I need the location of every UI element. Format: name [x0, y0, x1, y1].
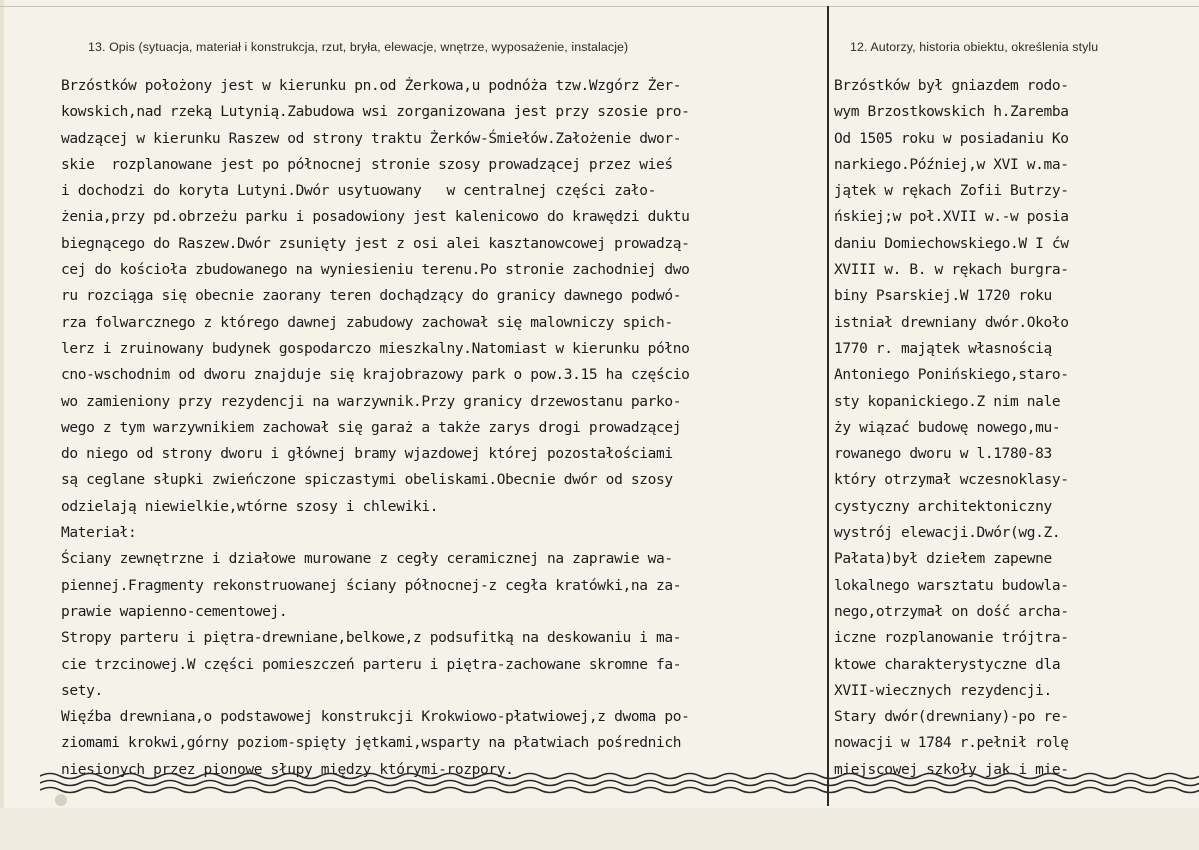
description-line: są ceglane słupki zwieńczone spiczastymi obeliskami.Obecnie dwór od szosy: [61, 472, 673, 489]
history-line: nego,otrzymał on dość archa-: [834, 603, 1069, 620]
history-line: nowacji w 1784 r.pełnił rolę: [834, 735, 1069, 752]
history-line: Brzóstków był gniazdem rodo-: [834, 78, 1069, 94]
description-line: piennej.Fragmenty rekonstruowanej ściany północnej-z cegła kratówki,na za-: [61, 577, 682, 594]
scan-dot: [55, 794, 67, 806]
description-line: ziomami krokwi,górny poziom-spięty jętkami,wsparty na płatwiach pośrednich: [61, 735, 682, 752]
history-line: XVII-wiecznych rezydencji.: [834, 682, 1052, 699]
history-line: XVIII w. B. w rękach burgra-: [834, 262, 1069, 279]
history-line: narkiego.Później,w XVI w.ma-: [834, 156, 1069, 173]
section-13-header: 13. Opis (sytuacja, materiał i konstrukcja, rzut, bryła, elewacje, wnętrze, wyposażenie, instalacje): [88, 40, 629, 54]
section-12-header: 12. Autorzy, historia obiektu, określenia stylu: [850, 40, 1099, 54]
top-rule: [0, 6, 1199, 7]
description-line: ru rozciąga się obecnie zaorany teren dochądzący do granicy dawnego podwó-: [61, 288, 682, 305]
scan-edge: [0, 0, 4, 850]
description-column: [61, 73, 689, 783]
description-line: wego z tym warzywnikiem zachował się garaż a także zarys drogi prowadzącej: [61, 419, 682, 436]
history-line: miejscowej szkoły jak i mie-: [834, 761, 1069, 778]
history-line: Od 1505 roku w posiadaniu Ko: [834, 130, 1069, 147]
history-line: istniał drewniany dwór.Około: [834, 314, 1069, 331]
description-line: kowskich,nad rzeką Lutynią.Zabudowa wsi zorganizowana jest przy szosie pro-: [61, 104, 690, 121]
description-line: Brzóstków położony jest w kierunku pn.od Żerkowa,u podnóża tzw.Wzgórz Żer-: [61, 78, 682, 94]
description-line: Stropy parteru i piętra-drewniane,belkowe,z podsufitką na deskowaniu i ma-: [61, 630, 682, 647]
description-line: cej do kościoła zbudowanego na wyniesieniu terenu.Po stronie zachodniej dwo: [61, 262, 690, 279]
description-line: lerz i zruinowany budynek gospodarczo mieszkalny.Natomiast w kierunku półno: [61, 340, 690, 357]
description-line: Więźba drewniana,o podstawowej konstrukcji Krokwiowo-płatwiowej,z dwoma po-: [61, 709, 690, 726]
history-line: ńskiej;w poł.XVII w.-w posia: [834, 209, 1069, 226]
history-line: Antoniego Ponińskiego,staro-: [834, 367, 1069, 384]
description-line: niesionych przez pionowe słupy między którymi-rozpory.: [61, 761, 514, 778]
description-line: skie rozplanowane jest po północnej stronie szosy prowadzącej przez wieś: [61, 156, 673, 173]
description-line: cno-wschodnim od dworu znajduje się krajobrazowy park o pow.3.15 ha częścio: [61, 367, 690, 384]
history-line: cystyczny architektoniczny: [834, 498, 1052, 515]
history-column: [834, 73, 1069, 783]
description-line: Ściany zewnętrzne i działowe murowane z cegły ceramicznej na zaprawie wa-: [61, 551, 673, 568]
history-line: Pałata)był dziełem zapewne: [834, 551, 1052, 568]
history-line: rowanego dworu w l.1780-83: [834, 446, 1052, 463]
column-divider: [827, 6, 829, 806]
history-line: biny Psarskiej.W 1720 roku: [834, 288, 1052, 305]
history-line: Stary dwór(drewniany)-po re-: [834, 709, 1069, 726]
bottom-band: [0, 808, 1199, 850]
description-line: biegnącego do Raszew.Dwór zsunięty jest z osi alei kasztanowcowej prowadzą-: [61, 235, 690, 252]
description-line: Materiał:: [61, 525, 137, 542]
description-line: wadzącej w kierunku Raszew od strony traktu Żerków-Śmiełów.Założenie dwor-: [61, 130, 682, 147]
history-line: iczne rozplanowanie trójtra-: [834, 630, 1069, 647]
history-line: ży wiązać budowę nowego,mu-: [834, 419, 1061, 436]
history-line: wystrój elewacji.Dwór(wg.Z.: [834, 525, 1061, 542]
history-line: daniu Domiechowskiego.W I ćw: [834, 235, 1069, 252]
description-line: do niego od strony dworu i głównej bramy wjazdowej której pozostałościami: [61, 446, 673, 463]
description-line: odzielają niewielkie,wtórne szosy i chlewiki.: [61, 498, 439, 515]
description-line: wo zamieniony przy rezydencji na warzywnik.Przy granicy drzewostanu parko-: [61, 393, 682, 410]
history-line: ktowe charakterystyczne dla: [834, 656, 1061, 673]
history-line: który otrzymał wczesnoklasy-: [834, 472, 1069, 489]
history-line: sty kopanickiego.Z nim nale: [834, 393, 1061, 410]
history-line: lokalnego warsztatu budowla-: [834, 577, 1069, 594]
history-line: wym Brzostkowskich h.Zaremba: [834, 104, 1069, 121]
description-line: cie trzcinowej.W części pomieszczeń parteru i piętra-zachowane skromne fa-: [61, 656, 682, 673]
description-line: sety.: [61, 682, 103, 699]
history-line: 1770 r. majątek własnością: [834, 340, 1052, 357]
wavy-fold-line: [40, 768, 1199, 802]
description-line: i dochodzi do koryta Lutyni.Dwór usytuowany w centralnej części zało-: [61, 183, 656, 200]
description-line: prawie wapienno-cementowej.: [61, 603, 288, 620]
description-line: rza folwarcznego z którego dawnej zabudowy zachował się malowniczy spich-: [61, 314, 673, 331]
history-line: jątek w rękach Zofii Butrzy-: [834, 183, 1069, 200]
description-line: żenia,przy pd.obrzeżu parku i posadowiony jest kalenicowo do krawędzi duktu: [61, 209, 690, 226]
